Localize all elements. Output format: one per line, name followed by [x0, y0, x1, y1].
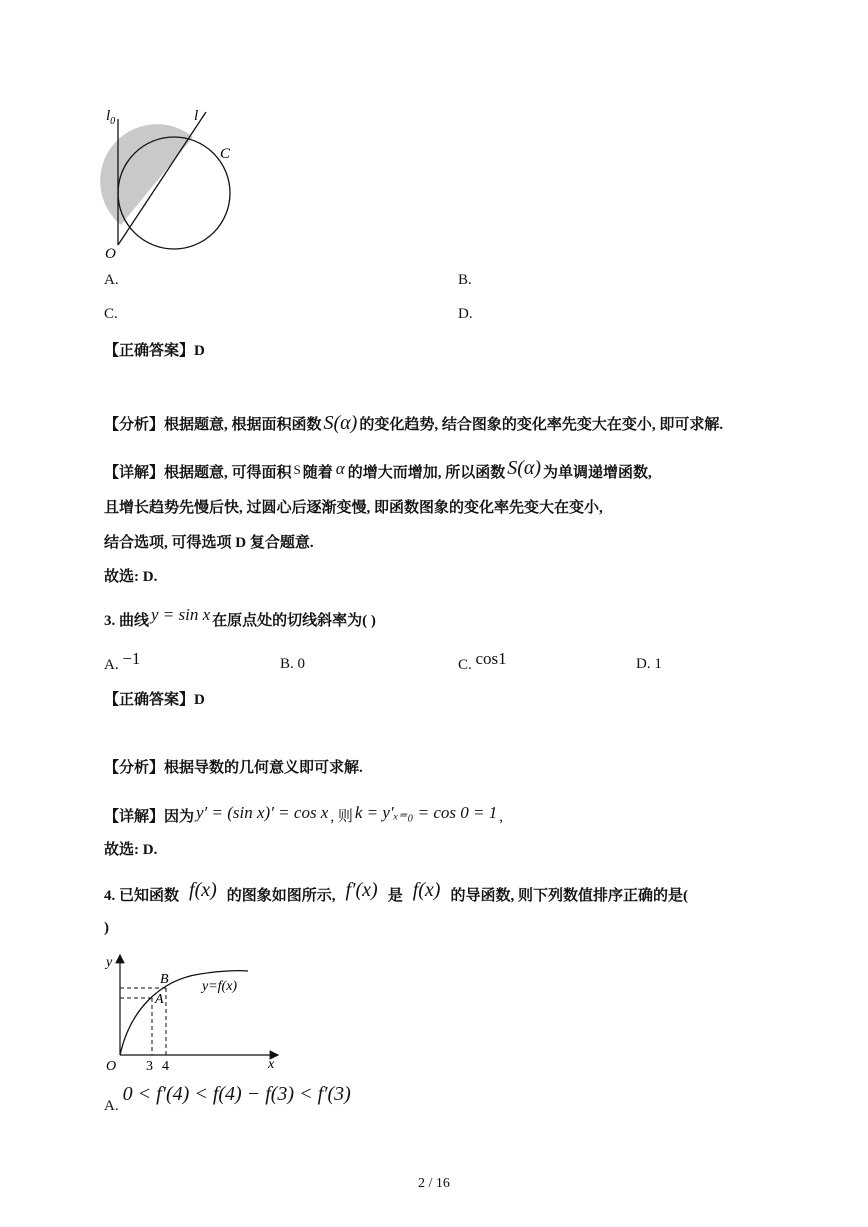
label-x: x — [268, 1057, 275, 1072]
q3-detail-math1: y′ = (sin x)′ = cos x — [196, 803, 329, 822]
q2-option-d[interactable]: D. — [458, 306, 473, 322]
q4-stem — [104, 879, 688, 906]
q3-option-b[interactable]: B. 0 — [280, 656, 306, 672]
label-l: l — [194, 108, 199, 124]
q3-stem-prefix: 3. 曲线 — [104, 613, 150, 629]
q4-stem-mid1: 的图象如图所示, — [226, 888, 336, 904]
label-y: y — [106, 955, 113, 970]
q3-detail — [104, 803, 503, 827]
shaded-segment — [100, 124, 193, 225]
q3-detail-mid: , 则 — [330, 809, 353, 825]
q3-option-c[interactable] — [458, 649, 507, 675]
q2-detail-suffix: 为单调递增函数, — [543, 465, 652, 481]
q4-option-a-label: A. — [104, 1098, 119, 1114]
q2-detail-prefix: 【详解】根据题意, 可得面积 — [104, 465, 292, 481]
q3-option-a-value: −1 — [122, 649, 141, 668]
q3-stem — [104, 605, 376, 631]
circle-segment-figure — [100, 100, 250, 265]
q4-stem-prefix: 4. 已知函数 — [104, 888, 180, 904]
q3-option-c-label: C. — [458, 657, 472, 673]
q4-stem-fp: f′(x) — [345, 879, 378, 901]
q4-stem-suffix: 的导函数, 则下列数值排序正确的是( — [450, 888, 688, 904]
q3-choice: 故选: D. — [104, 842, 158, 858]
q4-option-a-math: 0 < f′(4) < f(4) − f(3) < f′(3) — [122, 1083, 351, 1105]
q2-detail-mid2: 的增大而增加, 所以函数 — [347, 465, 506, 481]
q3-option-c-value: cos1 — [475, 649, 507, 668]
label-a: A — [155, 992, 164, 1007]
tick-4: 4 — [162, 1059, 169, 1074]
q4-stem-mid2: 是 — [387, 888, 403, 904]
label-c: C — [220, 146, 231, 162]
q2-option-a[interactable]: A. — [104, 272, 119, 288]
q3-stem-math: y = sin x — [151, 605, 211, 624]
q3-detail-end: , — [499, 809, 503, 825]
q2-answer: 【正确答案】D — [104, 343, 205, 359]
q3-option-a-label: A. — [104, 657, 119, 673]
q2-choice: 故选: D. — [104, 569, 158, 585]
function-graph-figure — [100, 950, 285, 1075]
q4-stem-f2: f(x) — [412, 879, 441, 901]
q3-option-a[interactable] — [104, 649, 141, 675]
q3-option-d[interactable]: D. 1 — [636, 656, 662, 672]
q3-answer: 【正确答案】D — [104, 692, 205, 708]
label-b: B — [160, 972, 169, 987]
q2-analysis-suffix: 的变化趋势, 结合图象的变化率先变大在变小, 即可求解. — [359, 417, 724, 433]
label-o: O — [106, 1059, 117, 1074]
q2-option-c[interactable]: C. — [104, 306, 118, 322]
q3-detail-prefix: 【详解】因为 — [104, 809, 195, 825]
q2-option-b[interactable]: B. — [458, 272, 472, 288]
q2-detail-func: S(α) — [507, 457, 542, 479]
q3-analysis: 【分析】根据导数的几何意义即可求解. — [104, 760, 363, 776]
page-number: 2 / 16 — [418, 1176, 450, 1191]
tick-3: 3 — [146, 1059, 153, 1074]
q3-detail-math2: k = y′ₓ₌₀ = cos 0 = 1 — [354, 803, 498, 822]
q4-option-a[interactable] — [104, 1083, 351, 1116]
q2-detail-alpha: α — [335, 459, 345, 478]
q3-stem-suffix: 在原点处的切线斜率为( ) — [212, 613, 376, 629]
q2-detail-s: S — [293, 462, 301, 477]
q2-detail-line2: 且增长趋势先慢后快, 过圆心后逐渐变慢, 即函数图象的变化率先变大在变小, — [104, 500, 603, 516]
q2-detail-line1 — [104, 457, 652, 483]
label-func: y=f(x) — [202, 979, 238, 994]
q2-analysis-prefix: 【分析】根据题意, 根据面积函数 — [104, 417, 322, 433]
q2-analysis — [104, 413, 723, 435]
q4-stem-line2: ) — [104, 920, 109, 936]
label-l0: $l_0$ — [106, 108, 116, 127]
q4-stem-f: f(x) — [189, 879, 217, 901]
q2-analysis-func: S(α) — [323, 412, 358, 434]
q2-detail-line3: 结合选项, 可得选项 D 复合题意. — [104, 535, 314, 551]
label-o: O — [105, 246, 116, 262]
q2-detail-mid1: 随着 — [302, 465, 333, 481]
